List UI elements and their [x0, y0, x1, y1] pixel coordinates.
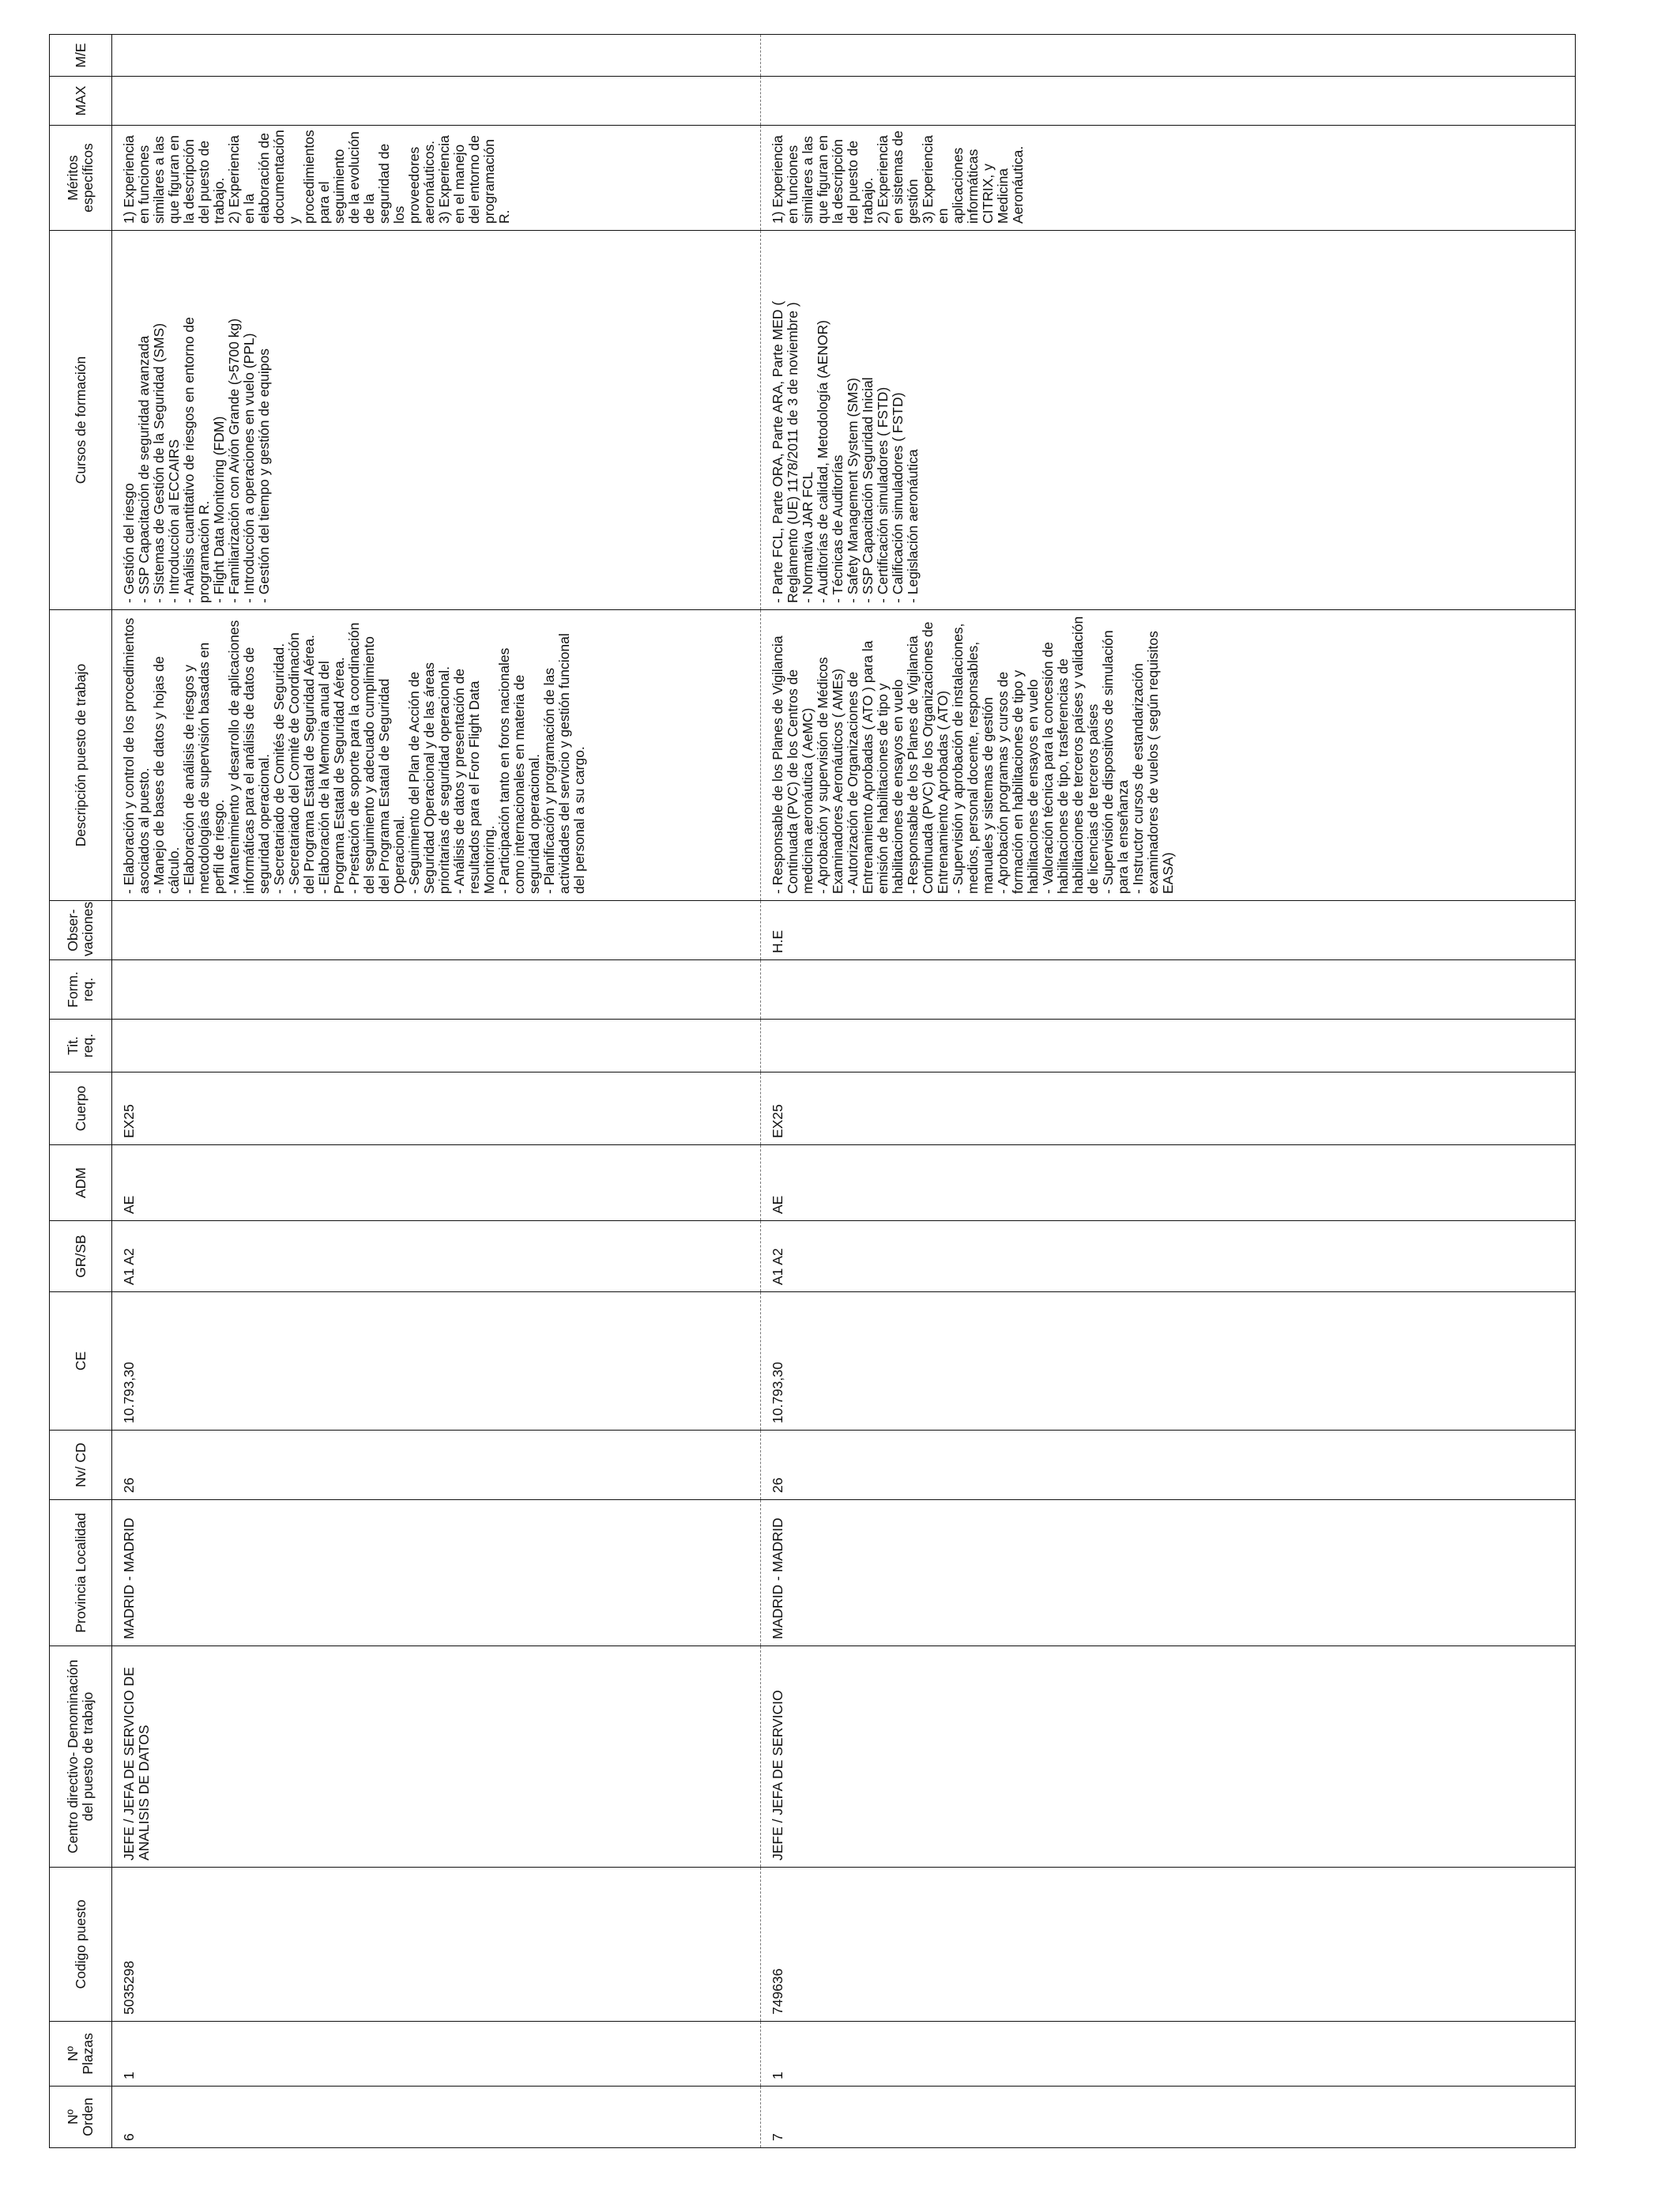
curso-line: - SSP Capacitación Seguridad Inicial — [860, 377, 876, 603]
curso-line: - Auditorías de calidad, Metodología (AENOR) — [815, 320, 831, 603]
descripcion-line: - Elaboración de análisis de riesgos y metodologías de supervisión basadas en perfil de riesgo. — [181, 642, 227, 894]
descripcion-line: - Valoración técnica para la concesión de habilitaciones de tipo, trasferencias de habilitaciones de terceros países y validación de licencias de terceros países — [1040, 616, 1101, 894]
descripcion-line: - Aprobación programas y cursos de formación en habilitaciones de tipo y habilitaciones de ensayos en vuelo — [995, 669, 1041, 894]
cell-codigo: 749636 — [761, 1868, 1576, 2022]
header-cuerpo: Cuerpo — [50, 1072, 112, 1145]
cell-formacion — [761, 960, 1576, 1020]
cell-centro: JEFE / JEFA DE SERVICIO — [761, 1646, 1576, 1868]
descripcion-line: - Elaboración y control de los procedimientos asociados al puesto. — [121, 617, 152, 894]
cell-meritos — [761, 126, 1576, 231]
header-centro: Centro directivo- Denominación del puesto de trabajo — [50, 1646, 112, 1868]
header-meritos: Méritos específicos — [50, 126, 112, 231]
merito-line: 2) Experiencia en sistemas de gestión — [875, 130, 921, 224]
header-plazas: Nº Plazas — [50, 2022, 112, 2087]
cell-me — [761, 35, 1576, 77]
cell-adm: AE — [761, 1145, 1576, 1221]
header-provincia: Provincia Localidad — [50, 1500, 112, 1646]
cell-nivel: 26 — [761, 1431, 1576, 1500]
descripcion-line: - Secretariado del Comité de Coordinación del Programa Estatal de Seguridad Aérea. — [286, 632, 317, 894]
merito-line: 2) Experiencia en la elaboración de documentación y procedimientos para el seguimiento de la evolución de la seguridad de los proveedores aeronáuticos. — [226, 130, 437, 224]
curso-line: - Legislación aeronáutica — [905, 449, 921, 603]
curso-line: - Normativa JAR FCL — [800, 471, 816, 603]
job-positions-table — [49, 34, 1576, 2148]
cell-observaciones: H.E — [761, 901, 1576, 960]
cell-me — [112, 35, 761, 77]
descripcion-line: - Seguimiento del Plan de Acción de Seguridad Operacional y de las áreas prioritarias de seguridad operacional. — [406, 662, 452, 894]
rotated-document-sheet — [49, 43, 1598, 2148]
cell-nivel: 26 — [112, 1431, 761, 1500]
header-adm: ADM — [50, 1145, 112, 1221]
descripcion-line: - Secretariado de Comités de Seguridad. — [271, 643, 287, 894]
header-cursos: Cursos de formación — [50, 231, 112, 610]
merito-line: 1) Experiencia en funciones similares a las que figuran en la descripción del puesto de trabajo. — [770, 135, 876, 224]
curso-line: - Gestión del tiempo y gestión de equipos — [256, 349, 272, 603]
curso-line: - Parte FCL, Parte ORA, Parte ARA, Parte MED ( Reglamento (UE) 1178/2011 de 3 de noviembre ) — [770, 300, 800, 603]
merito-line: 3) Experiencia en el manejo del entorno de programación R. — [436, 135, 512, 224]
curso-line: - Gestión del riesgo — [121, 483, 137, 603]
curso-line: - Sistemas de Gestión de la Seguridad (SMS) — [151, 322, 167, 603]
descripcion-line: - Manejo de bases de datos y hojas de cálculo. — [151, 656, 182, 894]
cell-formacion — [112, 960, 761, 1020]
cell-cuerpo: EX25 — [112, 1072, 761, 1145]
curso-line: - Introducción a operaciones en vuelo (PPL) — [241, 333, 257, 603]
descripcion-line: - Responsable de los Planes de Vigilancia Continuada (PVC) de los Organizaciones de Entrenamiento Aprobadas ( ATO) — [905, 621, 951, 894]
descripcion-line: - Análisis de datos y presentación de resultados para el Foro Flight Data Monitoring. — [451, 668, 497, 894]
table-row-orden-7 — [761, 35, 1576, 2148]
header-descripcion: Descripción puesto de trabajo — [50, 610, 112, 901]
curso-line: - Introducción al ECCAIRS — [166, 439, 182, 603]
curso-line: - Familiarización con Avión Grande (>5700 kg) — [226, 318, 242, 603]
merito-line: 3) Experiencia en aplicaciones informáticas CITRIX, y Medicina Aeronáutica. — [920, 135, 1026, 224]
cell-provincia: MADRID - MADRID — [761, 1500, 1576, 1646]
cell-cursos — [761, 231, 1576, 610]
header-nivel: Nv/ CD — [50, 1431, 112, 1500]
table-row-orden-6 — [112, 35, 761, 2148]
cell-descripcion — [112, 610, 761, 901]
header-row — [50, 35, 112, 2148]
cell-codigo: 5035298 — [112, 1868, 761, 2022]
descripcion-line: - Planificación y programación de las actividades del servicio y gestión funcional del personal a su cargo. — [541, 633, 587, 894]
header-orden: Nº Orden — [50, 2087, 112, 2148]
cell-grupo: A1 A2 — [761, 1221, 1576, 1292]
cell-plazas: 1 — [112, 2022, 761, 2087]
curso-line: - Análisis cuantitativo de riesgos en entorno de programación R. — [181, 317, 212, 603]
cell-max — [112, 77, 761, 126]
cell-meritos — [112, 126, 761, 231]
cell-adm: AE — [112, 1145, 761, 1221]
descripcion-line: - Aprobación y supervisión de Médicos Examinadores Aeronáuticos ( AMEs) — [815, 657, 846, 894]
curso-line: - Técnicas de Auditorías — [830, 454, 846, 603]
descripcion-line: - Prestación de soporte para la coordinación del seguimiento y adecuado cumplimiento del Programa Estatal de Seguridad Operacional. — [346, 622, 407, 894]
cell-observaciones — [112, 901, 761, 960]
cell-descripcion — [761, 610, 1576, 901]
cell-orden: 6 — [112, 2087, 761, 2148]
curso-line: - Calificación simuladores ( FSTD) — [890, 392, 906, 603]
descripcion-line: - Autorización de Organizaciones de Entrenamiento Aprobadas ( ATO ) para la emisión de habilitaciones de tipo y habilitaciones de ensayos en vuelo — [845, 640, 906, 894]
cell-centro: JEFE / JEFA DE SERVICIO DE ANALISIS DE DATOS — [112, 1646, 761, 1868]
cell-grupo: A1 A2 — [112, 1221, 761, 1292]
header-me: M/E — [50, 35, 112, 77]
curso-line: - Certificación simuladores ( FSTD) — [875, 386, 891, 603]
header-observaciones: Obser- vaciones — [50, 901, 112, 960]
header-formacion: Form. req. — [50, 960, 112, 1020]
merito-line: 1) Experiencia en funciones similares a las que figuran en la descripción del puesto de trabajo. — [121, 135, 227, 224]
curso-line: - Flight Data Monitoring (FDM) — [211, 416, 227, 603]
curso-line: - Safety Management System (SMS) — [845, 378, 861, 603]
descripcion-line: - Supervisión de dispositivos de simulación para la enseñanza — [1100, 630, 1131, 894]
cell-ce: 10.793,30 — [761, 1292, 1576, 1431]
cell-titulacion — [112, 1020, 761, 1072]
cell-orden: 7 — [761, 2087, 1576, 2148]
header-grupo: GR/SB — [50, 1221, 112, 1292]
cell-titulacion — [761, 1020, 1576, 1072]
header-codigo: Codigo puesto — [50, 1868, 112, 2022]
cell-max — [761, 77, 1576, 126]
descripcion-line: - Responsable de los Planes de Vigilancia Continuada (PVC) de los Centros de medicina aeronáutica ( AeMC) — [770, 635, 816, 894]
descripcion-line: - Elaboración de la Memoria anual del Programa Estatal de Seguridad Aérea. — [316, 657, 347, 894]
header-titulacion: Tit. req. — [50, 1020, 112, 1072]
cell-cuerpo: EX25 — [761, 1072, 1576, 1145]
header-max: MAX — [50, 77, 112, 126]
cell-ce: 10.793,30 — [112, 1292, 761, 1431]
cell-plazas: 1 — [761, 2022, 1576, 2087]
header-ce: CE — [50, 1292, 112, 1431]
descripcion-line: - Instructor cursos de estandarización examinadores de vuelos ( según requisitos EASA) — [1130, 631, 1176, 894]
descripcion-line: - Participación tanto en foros nacionales como internacionales en materia de seguridad operacional. — [496, 647, 542, 894]
cell-cursos — [112, 231, 761, 610]
descripcion-line: - Supervisión y aprobación de instalaciones, medios, personal docente, responsables, manuales y sistemas de gestión — [950, 623, 996, 894]
curso-line: - SSP Capacitación de seguridad avanzada — [136, 335, 152, 603]
descripcion-line: - Mantenimiento y desarrollo de aplicaciones informáticas para el análisis de datos de seguridad operacional. — [226, 620, 272, 894]
cell-provincia: MADRID - MADRID — [112, 1500, 761, 1646]
